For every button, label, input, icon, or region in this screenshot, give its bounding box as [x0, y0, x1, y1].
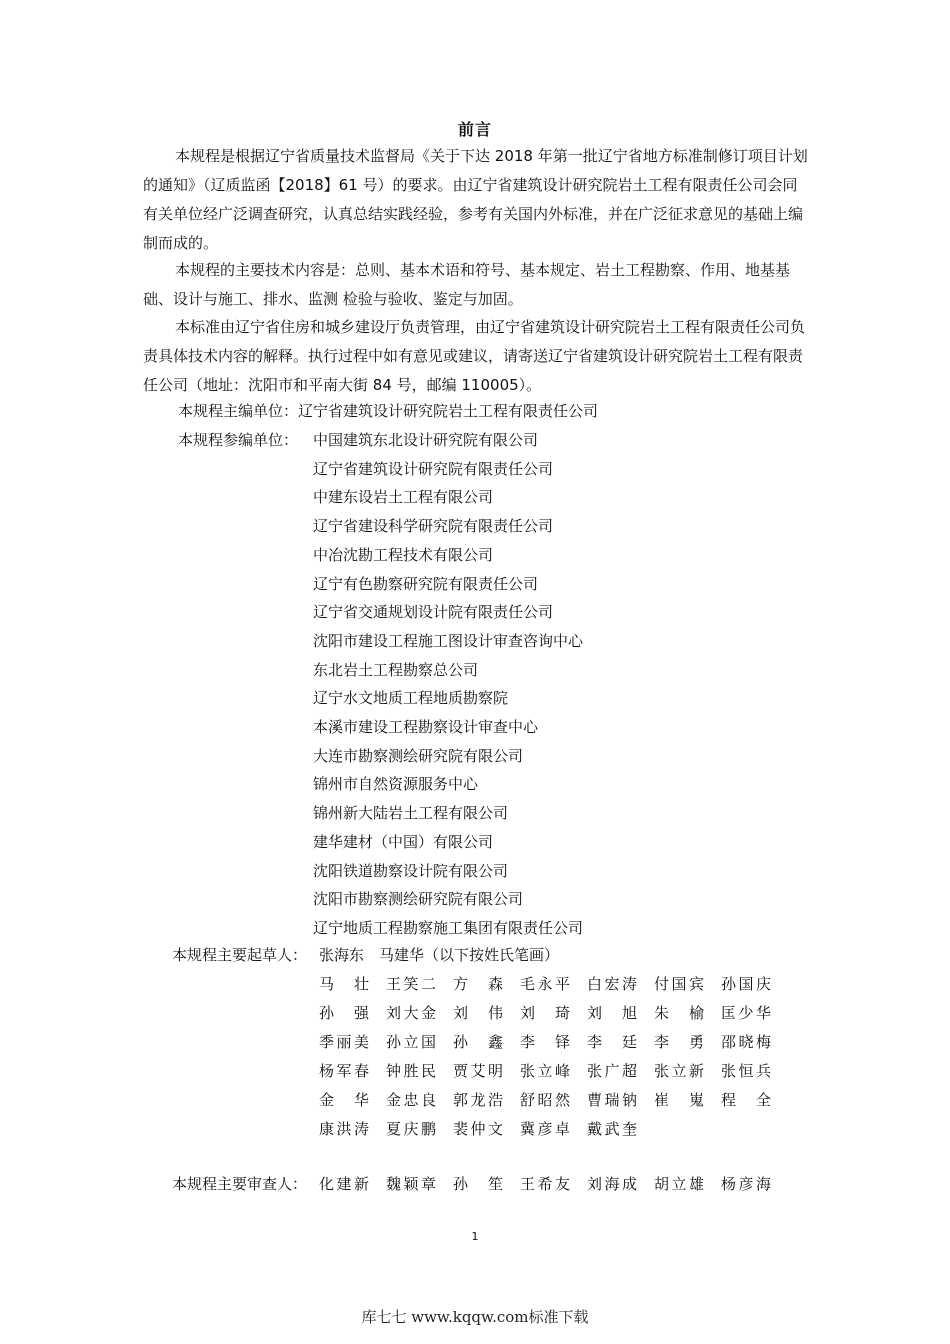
drafter-name: 马壮 [319, 975, 369, 993]
drafter-name: 付国宾 [654, 975, 704, 993]
drafter-name: 曹瑞钠 [587, 1091, 637, 1109]
reviewer-name: 胡立雄 [654, 1175, 704, 1193]
drafter-name: 李勇 [654, 1033, 704, 1051]
drafter-name: 张立峰 [520, 1062, 570, 1080]
reviewer-name: 孙笙 [453, 1175, 503, 1193]
intro-paragraph-3: 本标准由辽宁省住房和城乡建设厅负责管理，由辽宁省建筑设计研究院岩土工程有限责任公司负责具体技术内容的解释。执行过程中如有意见或建议，请寄送辽宁省建筑设计研究院岩土工程有限责任公司（地址：沈阳市和平南大街 84 号，邮编 110005）。 [143, 318, 806, 394]
participating-unit-item: 中国建筑东北设计研究院有限公司 [313, 431, 539, 449]
drafter-name: 裴仲文 [453, 1120, 503, 1138]
drafter-name: 贾艾明 [453, 1062, 503, 1080]
drafter-name: 钟胜民 [386, 1062, 436, 1080]
drafter-name: 季丽美 [319, 1033, 369, 1051]
participating-unit-item: 辽宁水文地质工程地质勘察院 [313, 689, 509, 708]
drafter-name: 康洪涛 [319, 1120, 369, 1138]
drafter-name: 程全 [721, 1091, 771, 1109]
participating-unit-item: 中冶沈勘工程技术有限公司 [313, 545, 494, 564]
participating-unit-item: 沈阳铁道勘察设计院有限公司 [313, 861, 509, 880]
drafter-name: 金忠良 [386, 1091, 436, 1109]
participating-unit-item: 辽宁有色勘察研究院有限责任公司 [313, 574, 539, 593]
reviewer-name: 魏颖章 [386, 1175, 436, 1193]
participating-unit-item: 辽宁省建筑设计研究院有限责任公司 [313, 459, 554, 478]
participating-units-label: 本规程参编单位： [178, 431, 299, 449]
drafter-name: 崔嵬 [654, 1091, 704, 1109]
drafter-name: 刘大金 [386, 1004, 436, 1022]
drafter-name: 朱榆 [654, 1004, 704, 1022]
drafters-label: 本规程主要起草人： [172, 946, 308, 964]
drafter-name: 白宏涛 [587, 975, 637, 993]
drafter-name: 张恒兵 [721, 1062, 771, 1080]
reviewer-name: 王希友 [520, 1175, 570, 1193]
drafter-name: 王笑二 [386, 975, 436, 993]
participating-unit-item: 沈阳市建设工程施工图设计审查咨询中心 [313, 631, 584, 650]
drafters-grid [319, 970, 779, 1144]
reviewer-name: 杨彦海 [721, 1175, 771, 1193]
page-title: 前言 [457, 120, 492, 139]
chief-editor-line [178, 397, 598, 426]
participating-unit-item: 东北岩土工程勘察总公司 [313, 660, 479, 679]
drafter-name: 孙强 [319, 1004, 369, 1022]
drafter-name: 李铎 [520, 1033, 570, 1051]
participating-unit-item: 中建东设岩土工程有限公司 [313, 488, 494, 507]
reviewer-name: 刘海成 [587, 1175, 637, 1193]
drafter-name: 方森 [453, 975, 503, 993]
drafter-name: 匡少华 [721, 1004, 771, 1022]
drafter-name: 毛永平 [520, 975, 570, 993]
participating-unit-item: 本溪市建设工程勘察设计审查中心 [313, 718, 539, 737]
drafter-name: 孙国庆 [721, 975, 771, 993]
drafter-name: 冀彦卓 [520, 1120, 570, 1138]
participating-unit-item: 建华建材（中国）有限公司 [313, 832, 494, 851]
drafter-name: 舒昭然 [520, 1091, 570, 1109]
participating-unit-item: 锦州新大陆岩土工程有限公司 [313, 804, 509, 823]
drafter-name: 刘琦 [520, 1004, 570, 1022]
drafter-name: 李廷 [587, 1033, 637, 1051]
reviewers-label: 本规程主要审查人： [172, 1175, 308, 1193]
footer-watermark: 库七七 www.kqqw.com标准下载 [361, 1308, 589, 1326]
drafter-name: 刘伟 [453, 1004, 503, 1022]
page-number: 1 [471, 1230, 479, 1243]
drafter-name: 戴武奎 [587, 1120, 637, 1138]
reviewer-name: 化建新 [319, 1175, 369, 1193]
drafter-name: 郭龙浩 [453, 1091, 503, 1109]
participating-unit-item: 锦州市自然资源服务中心 [313, 775, 479, 794]
participating-units-list [313, 426, 583, 943]
drafter-name: 邵晓梅 [721, 1033, 771, 1051]
intro-paragraph-1: 本规程是根据辽宁省质量技术监督局《关于下达 2018 年第一批辽宁省地方标准制修订项目计划的通知》（辽质监函【2018】61 号）的要求。由辽宁省建筑设计研究院岩土工程有限责任公司会同有关单位经广泛调查研究，认真总结实践经验，参考有关国内外标准，并在广泛征求意见的基础上编制而成的。 [143, 147, 808, 252]
participating-unit-item: 沈阳市勘察测绘研究院有限公司 [313, 890, 524, 909]
participating-unit-item: 辽宁省交通规划设计院有限责任公司 [313, 603, 554, 622]
chief-editor-label: 本规程主编单位： [178, 402, 299, 420]
participating-unit-item: 大连市勘察测绘研究院有限公司 [313, 746, 524, 765]
drafter-name: 刘旭 [587, 1004, 637, 1022]
drafter-name: 孙鑫 [453, 1033, 503, 1051]
chief-editor-value: 辽宁省建筑设计研究院岩土工程有限责任公司 [298, 402, 599, 420]
drafters-lead: 张海东 马建华（以下按姓氏笔画） [319, 946, 560, 964]
participating-unit-item: 辽宁地质工程勘察施工集团有限责任公司 [313, 918, 584, 937]
drafter-name: 夏庆鹏 [386, 1120, 436, 1138]
drafter-name: 杨军春 [319, 1062, 369, 1080]
drafter-name: 张广超 [587, 1062, 637, 1080]
drafter-name: 张立新 [654, 1062, 704, 1080]
drafter-name: 金华 [319, 1091, 369, 1109]
drafter-name: 孙立国 [386, 1033, 436, 1051]
intro-paragraph-2: 本规程的主要技术内容是：总则、基本术语和符号、基本规定、岩土工程勘察、作用、地基基础、设计与施工、排水、监测 检验与验收、鉴定与加固。 [143, 261, 791, 308]
participating-unit-item: 辽宁省建设科学研究院有限责任公司 [313, 517, 554, 536]
reviewers-grid [319, 1170, 779, 1199]
